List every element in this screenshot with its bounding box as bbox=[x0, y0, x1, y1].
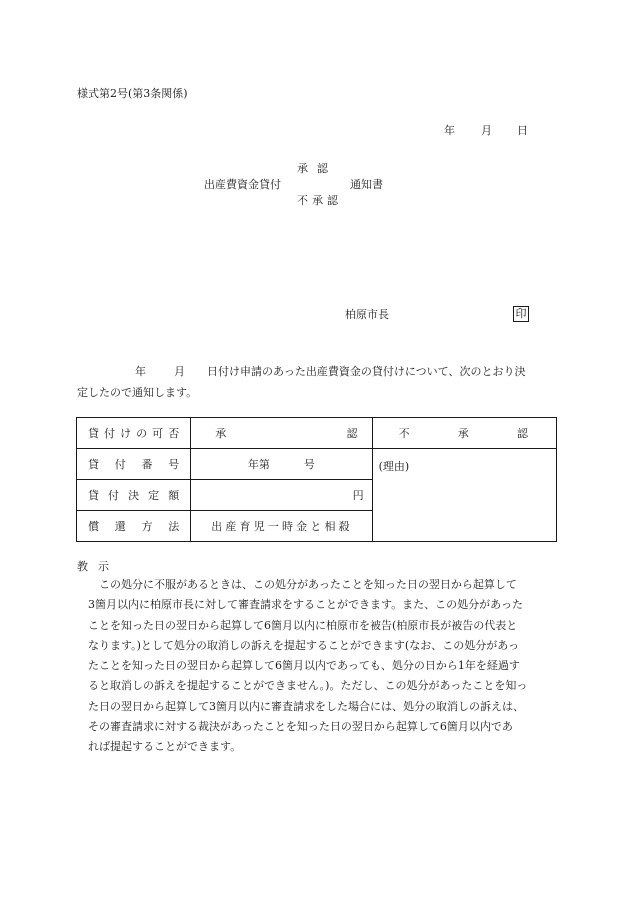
teaching-line: 3箇月以内に柏原市長に対して審査請求をすることができます。また、この処分があった bbox=[88, 598, 524, 612]
value-deny: 不承認 bbox=[372, 418, 556, 449]
label-repayment: 償還方法 bbox=[77, 511, 191, 542]
date-year: 年 bbox=[444, 124, 455, 137]
title-suffix: 通知書 bbox=[350, 178, 383, 191]
table-row bbox=[77, 449, 557, 480]
body-month: 月 bbox=[174, 365, 185, 378]
form-number: 様式第2号(第3条関係) bbox=[77, 87, 188, 100]
teaching-line: ことを知った日の翌日から起算して6箇月以内に柏原市を被告(柏原市長が被告の代表と bbox=[88, 618, 518, 632]
label-loan-amount: 貸付決定額 bbox=[77, 480, 191, 511]
body-year: 年 bbox=[135, 365, 146, 378]
teaching-line: その審査請求に対する裁決があったことを知った日の翌日から起算して6箇月以内であ bbox=[88, 720, 513, 734]
date-day: 日 bbox=[517, 124, 528, 137]
teaching-line: なります。)として処分の取消しの訴えを提起することができます(なお、この処分があっ bbox=[88, 638, 520, 652]
label-loan-number: 貸付番号 bbox=[77, 449, 191, 480]
value-repayment: 出産育児一時金と相殺 bbox=[191, 511, 372, 542]
value-loan-number bbox=[191, 449, 372, 480]
teaching-line: この処分に不服があるときは、この処分があったことを知った日の翌日から起算して bbox=[99, 578, 517, 591]
teaching-line: た日の翌日から起算して3箇月以内に審査請求をした場合には、処分の取消しの訴えは、 bbox=[88, 699, 524, 713]
loan-number-suffix: 号 bbox=[303, 458, 315, 471]
teaching-heading: 教示 bbox=[77, 560, 119, 573]
title-main: 出産費資金貸付 bbox=[204, 178, 281, 191]
reason-cell: (理由) bbox=[372, 449, 556, 542]
teaching-line: ると取消しの訴えを提起することができません。)。ただし、この処分があったことを知っ bbox=[88, 679, 528, 693]
loan-number-year: 年第 bbox=[247, 458, 270, 471]
seal-mark: 印 bbox=[513, 306, 529, 322]
notice-body bbox=[77, 361, 555, 403]
teaching-body bbox=[77, 575, 557, 758]
teaching-line: れば提起することができます。 bbox=[88, 740, 242, 754]
value-loan-amount-unit: 円 bbox=[191, 480, 372, 511]
body-line2: 定したので通知します。 bbox=[77, 386, 198, 399]
title-approve: 承認 bbox=[297, 162, 337, 175]
table-row bbox=[77, 418, 557, 449]
date-line bbox=[444, 125, 528, 136]
body-line1: 日付け申請のあった出産費資金の貸付けについて、次のとおり決 bbox=[207, 365, 526, 378]
label-availability: 貸付けの可否 bbox=[77, 418, 191, 449]
loan-decision-table bbox=[76, 417, 557, 542]
title-deny: 不承認 bbox=[297, 194, 342, 207]
value-approve: 承認 bbox=[191, 418, 372, 449]
issuer-mayor: 柏原市長 bbox=[345, 308, 389, 321]
date-month: 月 bbox=[481, 124, 492, 137]
teaching-line: たことを知った日の翌日から起算して6箇月以内であっても、処分の日から1年を経過す bbox=[88, 659, 520, 673]
